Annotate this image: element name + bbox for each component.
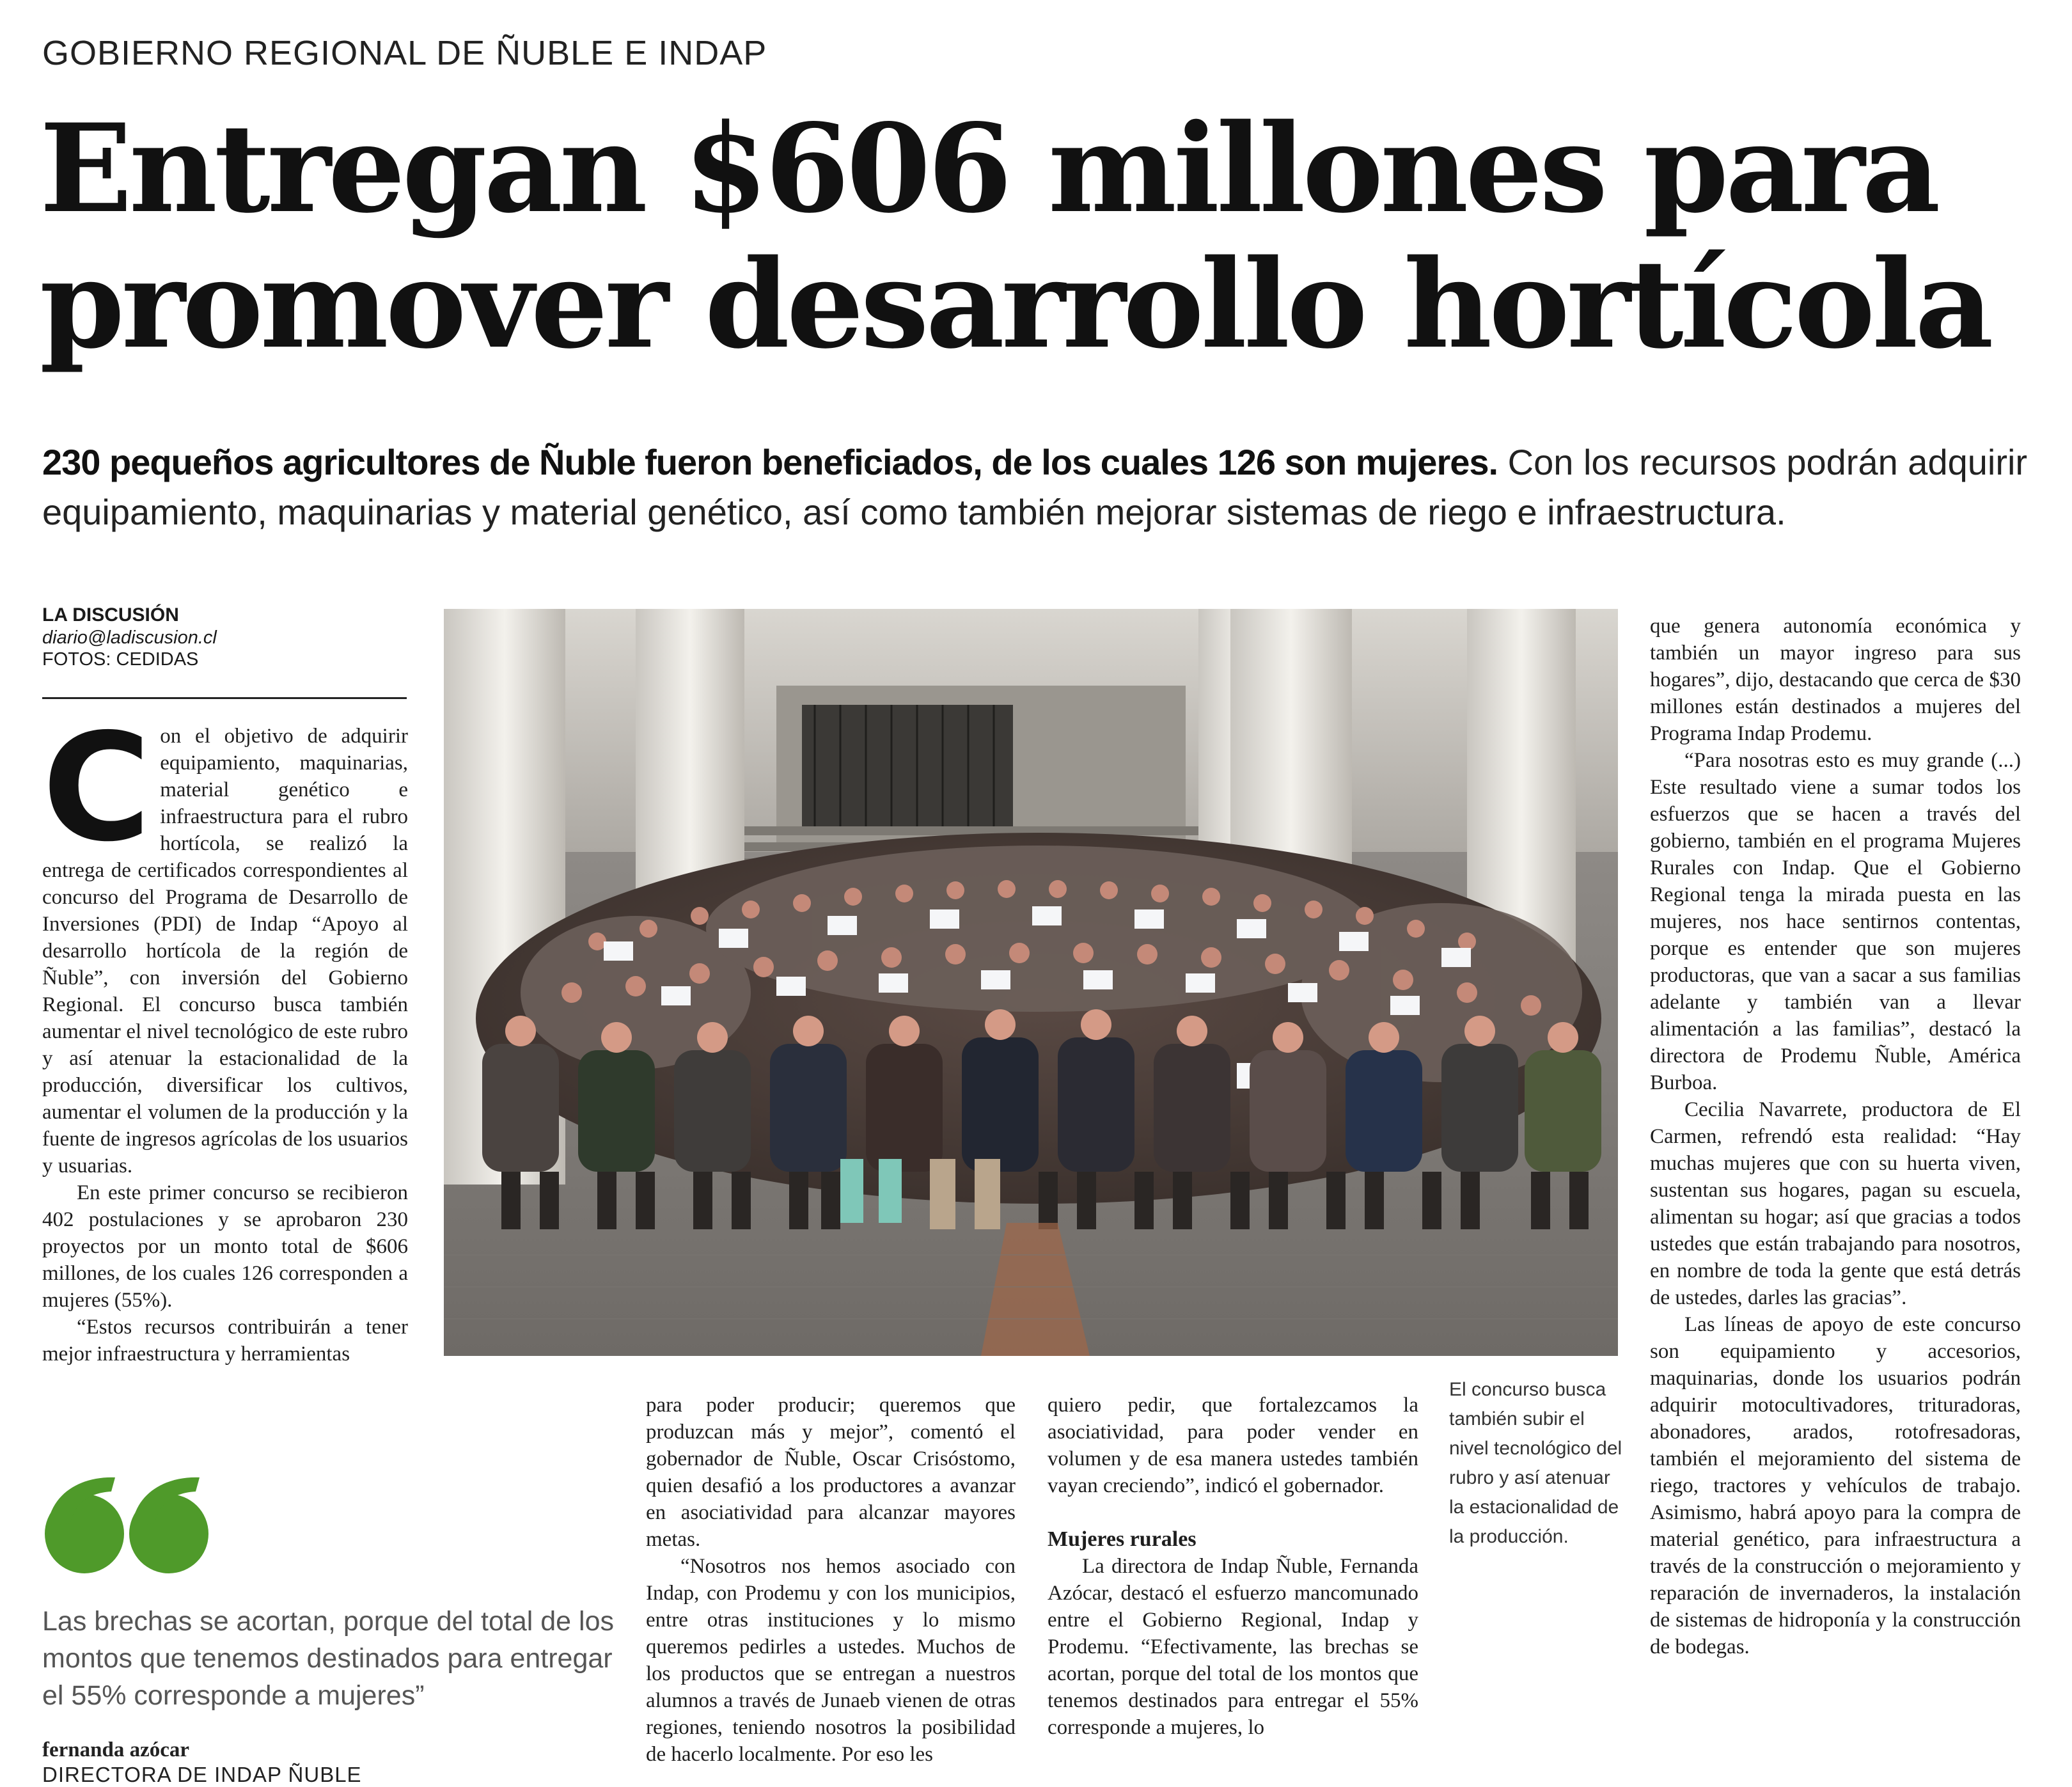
paragraph: “Nosotros nos hemos asociado con Indap, con Prodemu y con los municipios, entre otras instituciones y lo mismo queremos pedirles a ustedes. Muchos de los productos que se entregan a nuestros alumnos a través de Junaeb vienen de otras regiones, teniendo nosotros la posibilidad de hacerlo localmente. Por eso les: [646, 1555, 1016, 1766]
article-column-3: [1048, 1392, 1418, 1741]
paragraph: quiero pedir, que fortalezcamos la asociatividad, para poder vender en volumen y de esa manera ustedes también vayan creciendo”, indicó el gobernador.: [1048, 1394, 1418, 1497]
headline-line-1: Entregan $606 millones para: [40, 97, 1938, 240]
article-column-4: [1650, 613, 2021, 1660]
subheading-mujeres-rurales: Mujeres rurales: [1048, 1527, 1197, 1551]
article-column-1: [42, 702, 408, 1367]
paragraph: La directora de Indap Ñuble, Fernanda Azócar, destacó el esfuerzo mancomunado entre el Gobierno Regional, Indap y Prodemu. “Efectivamente, las brechas se acortan, porque del total de los montos que tenemos destinados para entregar el 55% corresponde a mujeres, lo: [1048, 1555, 1418, 1739]
paragraph: Las líneas de apoyo de este concurso son equipamiento y accesorios, maquinarias, donde los usuarios podrán adquirir motocultivadores, trituradoras, abonadores, arados, rotofresadoras, también el mejoramiento del sistema de riego, tractores y vehículos de trabajo. Asimismo, habrá apoyo para la compra de material genético, para infraestructura a través de la construcción o mejoramiento y reparación de invernaderos, la instalación de sistemas de hidroponía y la construcción de bodegas.: [1650, 1313, 2021, 1658]
article-column-2: [646, 1392, 1016, 1768]
section-kicker: GOBIERNO REGIONAL DE ÑUBLE E INDAP: [42, 34, 767, 72]
paragraph: Con el objetivo de adquirir equipamiento, maquinarias, material genético e infraestructura para el rubro hortícola, se realizó la entrega de certificados correspondientes al concurso del Programa de Desarrollo de Inversiones (PDI) de Indap “Apoyo al desarrollo hortícola de la región de Ñuble”, con inversión del Gobierno Regional. El concurso busca también aumentar el nivel tecnológico de este rubro y así atenuar la estacionalidad de la producción, diversificar los cultivos, aumentar el volumen de la producción y la fuente de ingresos agrícolas de los usuarios y usuarias.: [42, 702, 408, 1177]
paragraph: para poder producir; queremos que produzcan más y mejor”, comentó el gobernador de Ñuble, Oscar Crisóstomo, quien desafió a los productores a avanzar en asociatividad para alcanzar mayores metas.: [646, 1394, 1016, 1551]
deck-rest: Con los recursos podrán adquirir equipamiento, maquinarias y material genético, así como también mejorar sistemas de riego e infraestructura.: [42, 442, 2028, 532]
paragraph: que genera autonomía económica y también un mayor ingreso para sus hogares”, dijo, destacando que cerca de $30 millones están destinados a mujeres del Programa Indap Prodemu.: [1650, 615, 2021, 745]
pull-quote-role: DIRECTORA DE INDAP ÑUBLE: [42, 1763, 362, 1786]
quote-mark-icon: [40, 1465, 219, 1580]
pull-quote: Las brechas se acortan, porque del total de los montos que tenemos destinados para entregar el 55% corresponde a mujeres”: [42, 1606, 615, 1711]
headline-line-2: promover desarrollo hortícola: [40, 233, 1991, 375]
byline: [42, 604, 407, 699]
photo-caption: El concurso busca también subir el nivel tecnológico del rubro y así atenuar la estacionalidad de la producción.: [1449, 1379, 1622, 1547]
paragraph: “Para nosotras esto es muy grande (...) Este resultado viene a sumar todos los esfuerzos que se hacen a través del gobierno, también en el programa Mujeres Rurales con Indap. Que el Gobierno Regional tenga la mirada puesta en las mujeres, nos hace sentirnos contentas, porque es entender que son mujeres productoras, que van a sacar a sus familias adelante y también van a llevar alimentación a las familias”, destacó la directora de Prodemu Ñuble, América Burboa.: [1650, 749, 2021, 1094]
group-photo-illustration: [444, 609, 1618, 1356]
byline-org: LA DISCUSIÓN: [42, 604, 179, 626]
paragraph: “Estos recursos contribuirán a tener mejor infraestructura y herramientas: [42, 1316, 408, 1366]
event-photo: [444, 609, 1618, 1356]
byline-photo-credit: FOTOS: CEDIDAS: [42, 649, 199, 670]
paragraph: En este primer concurso se recibieron 402 postulaciones y se aprobaron 230 proyectos por un monto total de $606 millones, de los cuales 126 corresponden a mujeres (55%).: [42, 1181, 408, 1312]
paragraph: Cecilia Navarrete, productora de El Carmen, refrendó esta realidad: “Hay muchas mujeres que con su huerta viven, sustentan sus hogares, pagan su escuela, alimentan su hogar; así que gracias a todos ustedes que están trabajando para nosotros, en nombre de toda la gente que está detrás de ustedes, darles las gracias”.: [1650, 1098, 2021, 1309]
pull-quote-name: fernanda azócar: [42, 1738, 190, 1761]
drop-cap: C: [42, 702, 152, 874]
byline-email: diario@ladiscusion.cl: [42, 627, 217, 648]
deck-bold: 230 pequeños agricultores de Ñuble fueron beneficiados, de los cuales 126 son mujeres.: [42, 442, 1498, 482]
headline: [40, 97, 2048, 375]
deck: [42, 437, 2031, 537]
